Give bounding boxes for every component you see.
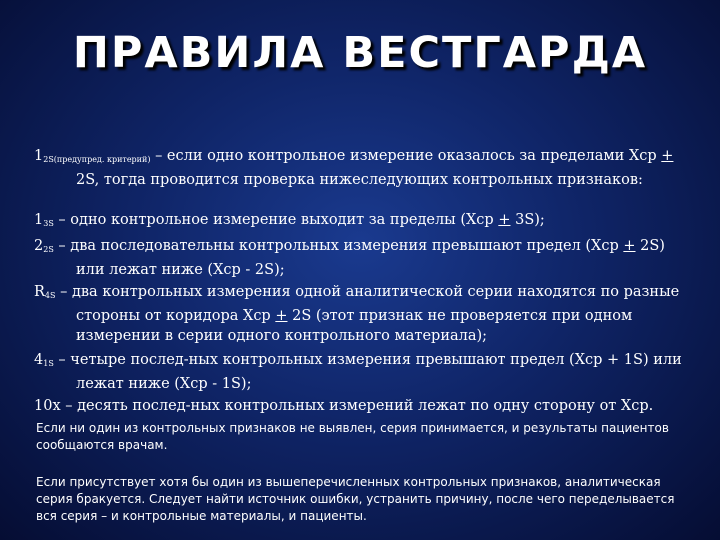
- rule-text-continued: или лежат ниже (Хср - 2S);: [76, 262, 285, 278]
- rule-code: 4: [34, 352, 44, 368]
- rule-subscript: 1S: [43, 359, 54, 368]
- rule-text-continued-end: 2S (этот признак не проверяется при одном: [287, 308, 633, 324]
- plus-minus-sign: +: [623, 238, 636, 254]
- rule-code: 1: [34, 148, 44, 164]
- rule-text-continued: лежат ниже (Хср - 1S);: [76, 376, 252, 392]
- rule-text-continued: 2S, тогда проводится проверка нижеследующих контрольных признаков:: [76, 172, 643, 188]
- rule-1-3s: [34, 210, 694, 234]
- rule-text-end: 2S): [635, 238, 665, 254]
- rule-1-2s: [34, 146, 694, 190]
- rule-code: 2: [34, 238, 44, 254]
- rule-text: – два последовательны контрольных измерения превышают предел (Хср: [53, 238, 624, 254]
- plus-minus-sign: +: [275, 308, 288, 324]
- rule-text: – два контрольных измерения одной аналитической серии находятся по разные: [55, 284, 680, 300]
- plus-minus-sign: +: [661, 148, 674, 164]
- rule-2-2s: [34, 236, 694, 280]
- rule-subscript: 2S(предупред. критерий): [43, 155, 151, 164]
- note-series-rejected: Если присутствует хотя бы один из вышеперечисленных контрольных признаков, аналитическая серия бракуется. Следует найти источник ошибки, устранить причину, после чего переделывается вся серия – и контрольные материалы, и пациенты.: [36, 475, 675, 523]
- rule-r-4s: [34, 282, 694, 346]
- rule-text: – четыре послед-ных контрольных измерения превышают предел (Хср + 1S) или: [53, 352, 682, 368]
- rule-text-continued: измерении в серии одного контрольного материала);: [76, 328, 488, 344]
- note-series-accepted: Если ни один из контрольных признаков не выявлен, серия принимается, и результаты пациентов сообщаются врачам.: [36, 421, 669, 452]
- rule-text-end: 3S);: [510, 212, 545, 228]
- rule-subscript: 4S: [44, 291, 56, 300]
- rule-code: R: [34, 284, 45, 300]
- rule-text: 10х – десять послед-ных контрольных измерений лежат по одну сторону от Хср.: [34, 398, 654, 414]
- slide-title: ПРАВИЛА ВЕСТГАРДА: [72, 28, 648, 78]
- rule-text: – если одно контрольное измерение оказалось за пределами Хср: [150, 148, 662, 164]
- plus-minus-sign: +: [498, 212, 511, 228]
- rule-10x: [34, 396, 694, 416]
- rule-subscript: 3S: [43, 219, 54, 228]
- rule-code: 1: [34, 212, 44, 228]
- rule-4-1s: [34, 350, 694, 394]
- rule-subscript: 2S: [43, 245, 54, 254]
- rule-text: – одно контрольное измерение выходит за пределы (Хср: [53, 212, 499, 228]
- rule-text-continued: стороны от коридора Хср: [76, 308, 276, 324]
